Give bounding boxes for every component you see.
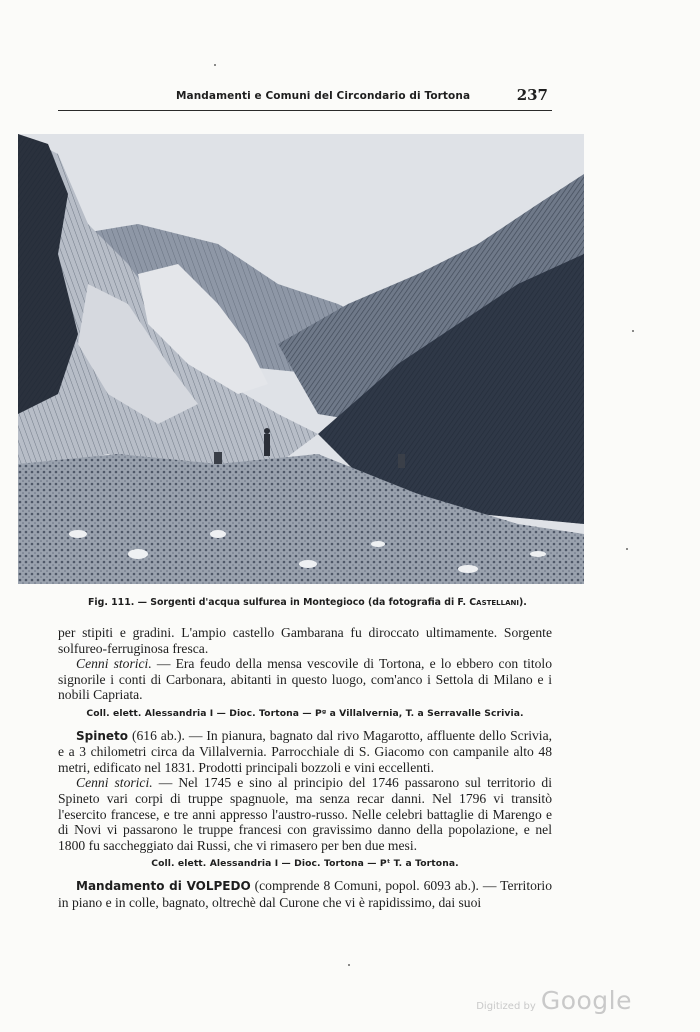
paragraph-3-text: (616 ab.). — In pianura, bagnato dal rivo Magarotto, affluente dello Scrivia, e a 3 chilometri circa da Villalvernia. Parrocchiale di S. Giacomo con campanile alto 48 metri, edificato nel 1831. Prodotti principali bozzoli e vini eccellenti. bbox=[58, 727, 552, 775]
spineto-heading: Spineto bbox=[76, 728, 129, 743]
running-header bbox=[58, 86, 552, 111]
paragraph-1: per stipiti e gradini. L'ampio castello Gambarana fu diroccato ultimamente. Sorgente solfureo-ferruginosa fresca. bbox=[58, 625, 552, 656]
paragraph-5 bbox=[58, 878, 552, 910]
caption-end: ). bbox=[518, 597, 527, 608]
cenni-storici-label-2: Cenni storici. bbox=[76, 775, 153, 791]
speck-mark bbox=[214, 64, 216, 66]
figure-caption bbox=[88, 597, 548, 608]
speck-mark bbox=[626, 548, 628, 550]
google-watermark bbox=[476, 986, 632, 1015]
page-number: 237 bbox=[516, 86, 548, 104]
volpedo-heading: Mandamento di VOLPEDO bbox=[76, 878, 251, 893]
engraving-illustration bbox=[18, 134, 584, 584]
watermark-logo: Google bbox=[540, 986, 632, 1015]
speck-mark bbox=[632, 330, 634, 332]
caption-text: — Sorgenti d'acqua sulfurea in Montegioco (da fotografia di F. bbox=[137, 597, 467, 608]
header-title: Mandamenti e Comuni del Circondario di Tortona bbox=[176, 90, 471, 102]
paragraph-4-text: — Nel 1745 e sino al principio del 1746 passarono sul territorio di Spineto vari corpi di truppe spagnuole, ma senza recar danni. Nel 1796 vi transitò l'esercito francese, e tre anni appresso l'austro-russo. Nelle celebri battaglie di Marengo e di Novi vi passarono le truppe francesi con gravissimo danno della popolazione, e nel 1800 fu saccheggiato dai Russi, che vi rimasero per ben due mesi. bbox=[58, 775, 553, 853]
paragraph-5-text: (comprende 8 Comuni, popol. 6093 ab.). — Territorio in piano e in colle, bagnato, oltrechè dal Curone che vi è rapidissimo, dai suoi bbox=[58, 877, 552, 910]
caption-label: Fig. 111. bbox=[88, 597, 135, 608]
collegio-line-1: Coll. elett. Alessandria I — Dioc. Tortona — Pᵍ a Villalvernia, T. a Serravalle Scrivia. bbox=[86, 707, 524, 719]
mountain-ravine-engraving bbox=[18, 134, 584, 584]
cenni-storici-label: Cenni storici. bbox=[76, 656, 152, 672]
collegio-line-2: Coll. elett. Alessandria I — Dioc. Tortona — Pᵗ T. a Tortona. bbox=[151, 858, 459, 870]
paragraph-3 bbox=[58, 728, 552, 776]
paragraph-4 bbox=[58, 775, 552, 853]
paragraph-2-text: — Era feudo della mensa vescovile di Tortona, e lo ebbero con titolo signorile i conti di Carbonara, abitanti in questo luogo, com'anco i Settola di Milano e i nobili Capriata. bbox=[58, 656, 552, 703]
body-text bbox=[58, 625, 552, 910]
speck-mark bbox=[348, 964, 350, 966]
watermark-small: Digitized by bbox=[476, 1001, 536, 1012]
paragraph-2 bbox=[58, 656, 552, 703]
caption-author: Castellani bbox=[469, 597, 519, 608]
